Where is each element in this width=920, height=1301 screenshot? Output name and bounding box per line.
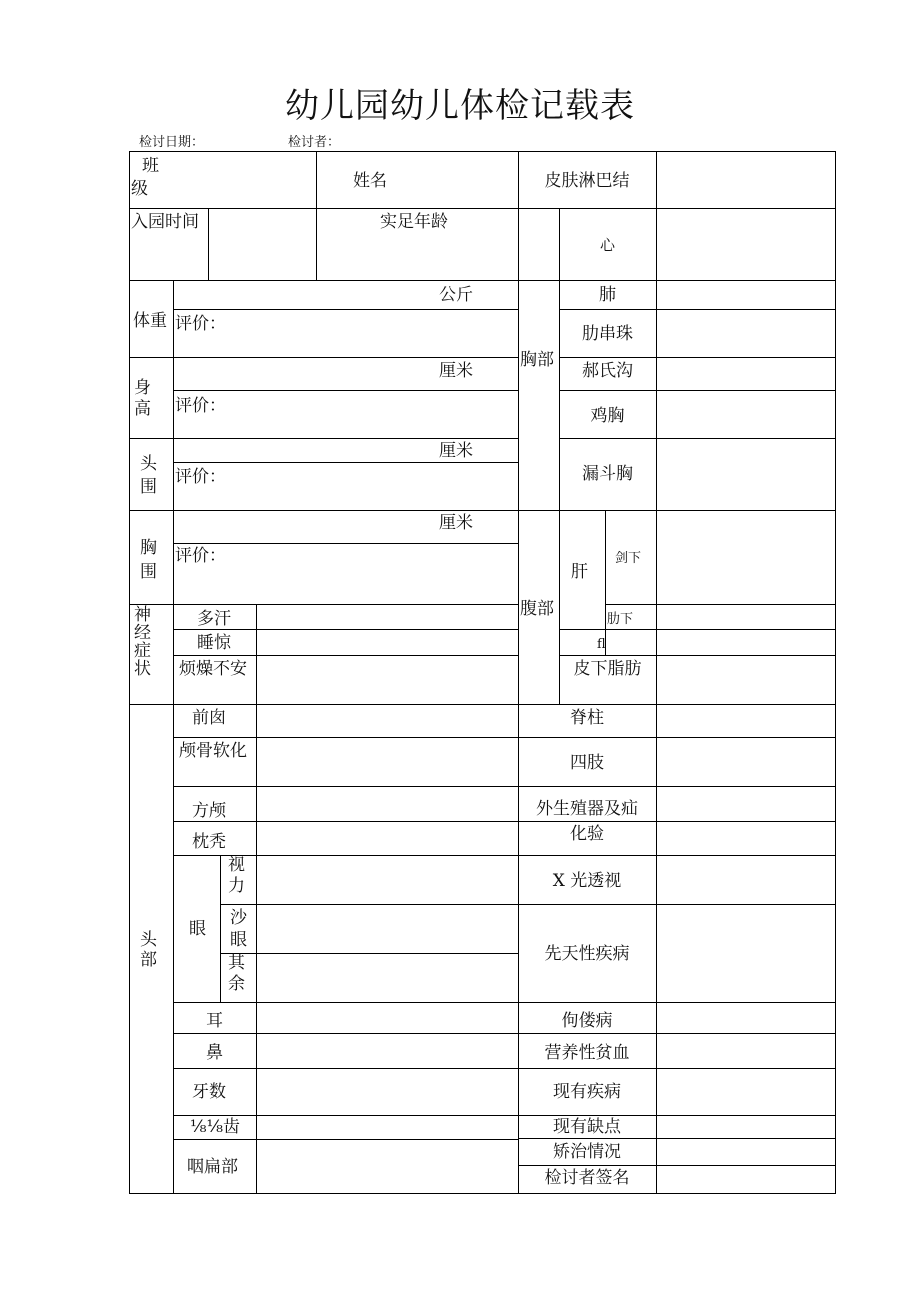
sweat-label: 多汗 (197, 609, 231, 629)
throat-label: 咽扁部 (187, 1157, 238, 1177)
eye-label: 眼 (189, 919, 206, 939)
restless-label: 烦燥不安 (179, 659, 247, 679)
chest-circumference-unit: 厘米 (439, 513, 473, 533)
abdomen-label: 腹部 (520, 599, 554, 619)
subcostal-label: 肋下 (607, 612, 634, 627)
examiner-signature-label: 检讨者签名 (544, 1168, 630, 1188)
page-title: 幼儿园幼儿体检记载表 (285, 86, 635, 126)
ear-label: 耳 (206, 1011, 223, 1031)
spine-label: 脊柱 (570, 708, 604, 728)
harrison-groove-label: 郝氏沟 (582, 361, 633, 381)
lung-label: 肺 (599, 285, 616, 305)
height-eval-label: 评价： (175, 396, 226, 416)
height-unit: 厘米 (439, 361, 473, 381)
liver-label: 肝 (571, 562, 588, 582)
xiphoid-label: 剑下 (615, 551, 642, 566)
rib-beads-label: 肋串珠 (582, 324, 633, 344)
genital-hernia-label: 外生殖器及疝 (536, 799, 638, 819)
weight-unit: 公斤 (439, 285, 473, 305)
rickets-label: 佝偻病 (561, 1011, 613, 1031)
chest-circumference-eval-label: 评价： (175, 546, 226, 566)
xray-label: X 光透视 (552, 871, 622, 891)
heart-label: 心 (599, 236, 615, 254)
class-label-1: 班 (142, 156, 159, 176)
occipital-alopecia-label: 枕秃 (192, 832, 226, 852)
head-circumference-unit: 厘米 (439, 441, 473, 461)
name-label: 姓名 (353, 171, 387, 191)
correction-status-label: 矫治情况 (553, 1142, 621, 1162)
teeth-count-label: 牙数 (192, 1082, 226, 1102)
head-circumference-eval-label: 评价： (175, 467, 226, 487)
craniotabes-label: 颅骨软化 (179, 741, 247, 761)
vision-label: 视 力 (228, 855, 245, 896)
chest-section-label: 胸部 (520, 350, 554, 370)
lab-test-label: 化验 (570, 824, 604, 844)
height-label: 身 高 (134, 378, 151, 419)
startle-label: 睡惊 (197, 633, 231, 653)
spleen-label: fl (597, 637, 606, 652)
entry-time-label: 入园时间 (131, 212, 199, 232)
congenital-disease-label: 先天性疾病 (544, 944, 630, 964)
anemia-label: 营养性贫血 (544, 1043, 630, 1063)
age-label: 实足年龄 (380, 212, 448, 232)
chest-circumference-label: 胸 围 (140, 538, 157, 582)
weight-eval-label: 评价： (175, 314, 226, 334)
skin-lymph-label: 皮肤淋巴结 (544, 171, 630, 191)
pigeon-chest-label: 鸡胸 (590, 406, 625, 426)
limbs-label: 四肢 (570, 753, 604, 773)
head-section-label: 头 部 (140, 930, 157, 970)
nose-label: 鼻 (206, 1043, 223, 1063)
others-label: 其 余 (228, 953, 245, 994)
class-label-2: 级 (131, 179, 148, 199)
neuro-symptoms-label: 神 经 症 状 (134, 605, 151, 679)
funnel-chest-label: 漏斗胸 (582, 464, 633, 484)
trachoma-label: 沙 眼 (230, 908, 247, 950)
current-disease-label: 现有疾病 (553, 1082, 621, 1102)
subcutaneous-fat-label: 皮下脂肪 (573, 659, 642, 679)
weight-label: 体重 (133, 311, 167, 331)
square-skull-label: 方颅 (192, 801, 226, 821)
fontanelle-label: 前囱 (192, 708, 226, 728)
current-defect-label: 现有缺点 (553, 1117, 621, 1137)
exam-date-label: 检讨日期： (139, 135, 205, 150)
caries-label: ⅛⅛齿 (190, 1117, 240, 1137)
examiner-label: 检讨者： (288, 135, 341, 150)
head-circumference-label: 头 围 (140, 454, 157, 497)
